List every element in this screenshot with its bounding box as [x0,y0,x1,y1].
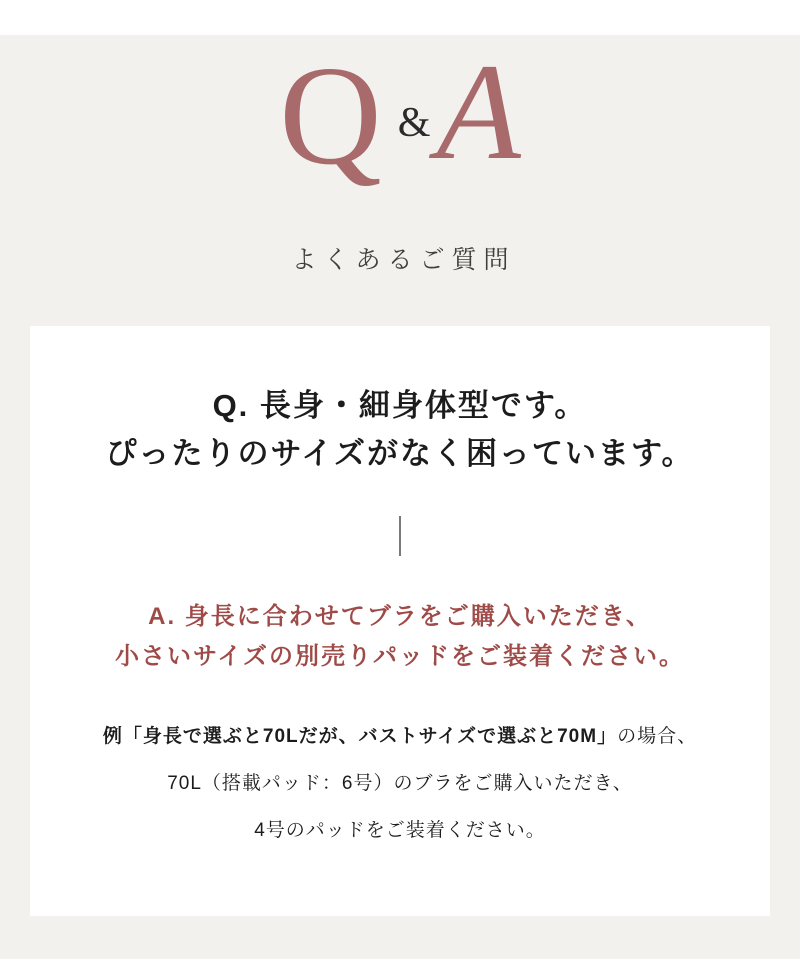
question-line-2: ぴったりのサイズがなく困っています。 [105,436,695,471]
qa-card [30,326,770,916]
example-line-1-bold: 例「身長で選ぶと70Lだが、バストサイズで選ぶと70M」 [102,726,618,747]
question-line-1: Q. 長身・細身体型です。 [212,388,588,423]
example-line-3: 4号のパッドをご装着ください。 [254,820,546,841]
answer-line-1: A. 身長に合わせてブラをご購入いただき、 [148,603,652,630]
qa-section [0,35,800,959]
qa-subtitle: よくあるご質問 [291,246,516,274]
vertical-divider [399,516,401,556]
qa-title-ampersand: & [397,100,431,146]
qa-title-letter-a: A [436,35,521,188]
question-text [40,382,760,478]
example-line-2: 70L（搭載パッド：6号）のブラをご購入いただき、 [167,773,633,794]
answer-line-2: 小さいサイズの別売りパッドをご装着ください。 [114,643,686,670]
qa-title [0,35,800,215]
qa-title-letter-q: Q [279,36,382,194]
answer-text [40,597,760,677]
example-block [40,713,760,854]
example-line-1 [40,713,760,760]
example-line-1-regular: の場合、 [617,726,698,747]
